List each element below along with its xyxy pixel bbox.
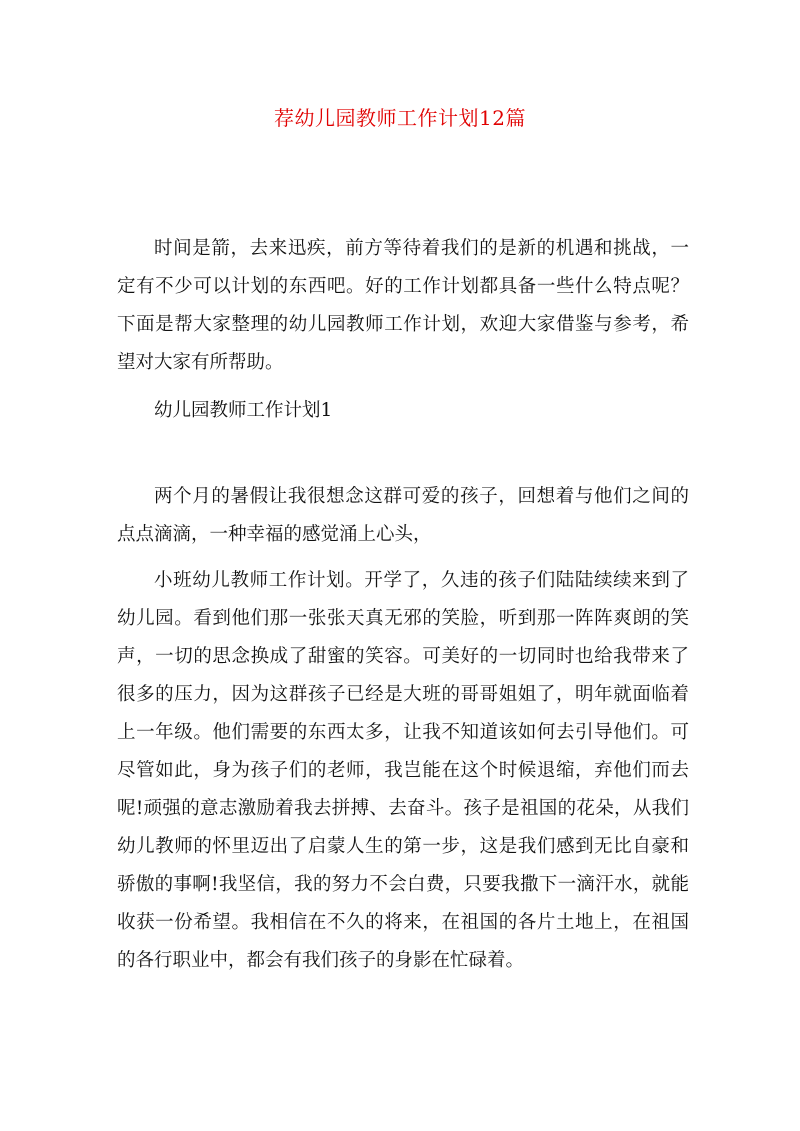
- body-paragraph: 小班幼儿教师工作计划。开学了，久违的孩子们陆陆续续来到了幼儿园。看到他们那一张张天真无邪的笑脸，听到那一阵阵爽朗的笑声，一切的思念换成了甜蜜的笑容。可美好的一切同时也给我带来了很多的压力，因为这群孩子已经是大班的哥哥姐姐了，明年就面临着上一年级。他们需要的东西太多，让我不知道该如何去引导他们。可尽管如此，身为孩子们的老师，我岂能在这个时候退缩，弃他们而去呢!顽强的意志激励着我去拼搏、去奋斗。孩子是祖国的花朵，从我们幼儿教师的怀里迈出了启蒙人生的第一步，这是我们感到无比自豪和骄傲的事啊!我坚信，我的努力不会白费，只要我撒下一滴汗水，就能收获一份希望。我相信在不久的将来，在祖国的各片土地上，在祖国的各行职业中，都会有我们孩子的身影在忙碌着。: [117, 570, 689, 971]
- document-title: 荐幼儿园教师工作计划12篇: [274, 106, 526, 130]
- body-paragraph: 两个月的暑假让我很想念这群可爱的孩子，回想着与他们之间的点点滴滴，一种幸福的感觉涌上心头，: [117, 486, 689, 545]
- section-heading: 幼儿园教师工作计划1: [154, 400, 333, 421]
- intro-paragraph: 时间是箭，去来迅疾，前方等待着我们的是新的机遇和挑战，一定有不少可以计划的东西吧。好的工作计划都具备一些什么特点呢？下面是帮大家整理的幼儿园教师工作计划，欢迎大家借鉴与参考，希望对大家有所帮助。: [117, 238, 689, 373]
